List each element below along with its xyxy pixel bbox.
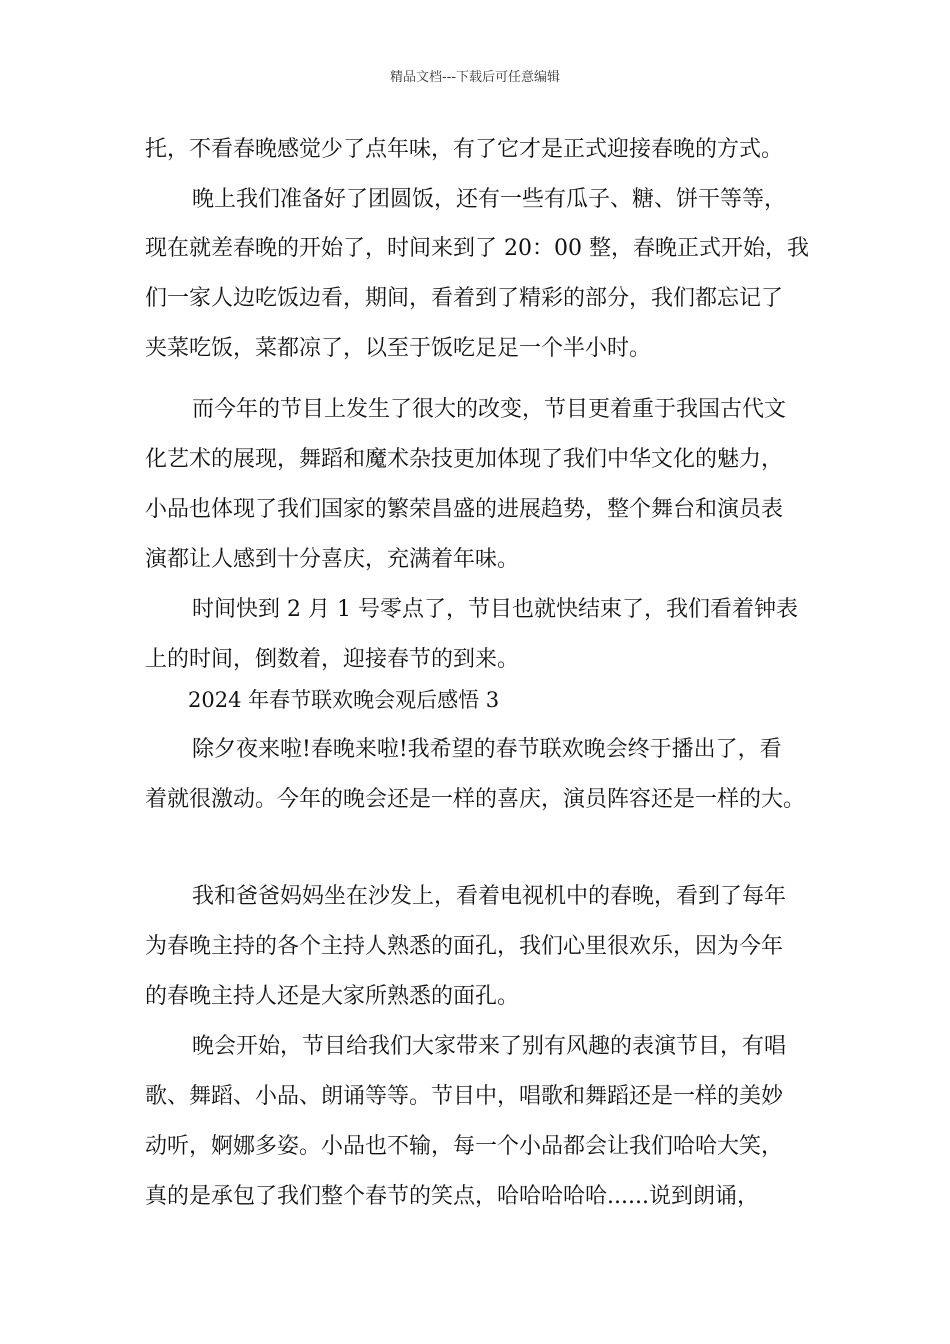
text-line: 真的是承包了我们整个春节的笑点，哈哈哈哈哈......说到朗诵，: [145, 1184, 759, 1209]
paragraph-first-line: 我和爸爸妈妈坐在沙发上，看着电视机中的春晚，看到了每年: [192, 884, 787, 909]
text-line: 演都让人感到十分喜庆，充满着年味。: [145, 547, 520, 572]
text-line: 夹菜吃饭，菜都凉了，以至于饭吃足足一个半小时。: [145, 336, 652, 361]
text-line: 的春晚主持人还是大家所熟悉的面孔。: [145, 984, 520, 1009]
text-line: 歌、舞蹈、小品、朗诵等等。节目中，唱歌和舞蹈还是一样的美妙: [145, 1084, 784, 1109]
text-line: 动听，婀娜多姿。小品也不输，每一个小品都会让我们哈哈大笑，: [145, 1134, 784, 1159]
text-line: 们一家人边吃饭边看，期间，看着到了精彩的部分，我们都忘记了: [145, 286, 784, 311]
section-heading: 2024 年春节联欢晚会观后感悟 3: [188, 688, 500, 712]
text-line: 着就很激动。今年的晚会还是一样的喜庆，演员阵容还是一样的大。: [145, 787, 806, 812]
paragraph-first-line: 而今年的节目上发生了很大的改变，节目更着重于我国古代文: [192, 397, 787, 422]
text-line: 为春晚主持的各个主持人熟悉的面孔，我们心里很欢乐，因为今年: [145, 934, 784, 959]
paragraph-first-line: 除夕夜来啦!春晚来啦!我希望的春节联欢晚会终于播出了，看: [192, 737, 782, 762]
paragraph-first-line: 时间快到 2 月 1 号零点了，节目也就快结束了，我们看着钟表: [192, 597, 798, 622]
page-header: 精品文档---下载后可任意编辑: [389, 70, 561, 85]
paragraph-first-line: 晚会开始，节目给我们大家带来了别有风趣的表演节目，有唱: [192, 1034, 787, 1059]
text-line: 小品也体现了我们国家的繁荣昌盛的进展趋势，整个舞台和演员表: [145, 497, 784, 522]
text-line: 现在就差春晚的开始了，时间来到了 20：00 整，春晚正式开始，我: [145, 236, 809, 261]
text-line: 上的时间，倒数着，迎接春节的到来。: [145, 647, 520, 672]
text-line: 化艺术的展现，舞蹈和魔术杂技更加体现了我们中华文化的魅力，: [145, 447, 784, 472]
text-line: 托，不看春晚感觉少了点年味，有了它才是正式迎接春晚的方式。: [145, 137, 784, 162]
paragraph-first-line: 晚上我们准备好了团圆饭，还有一些有瓜子、糖、饼干等等，: [192, 187, 787, 212]
